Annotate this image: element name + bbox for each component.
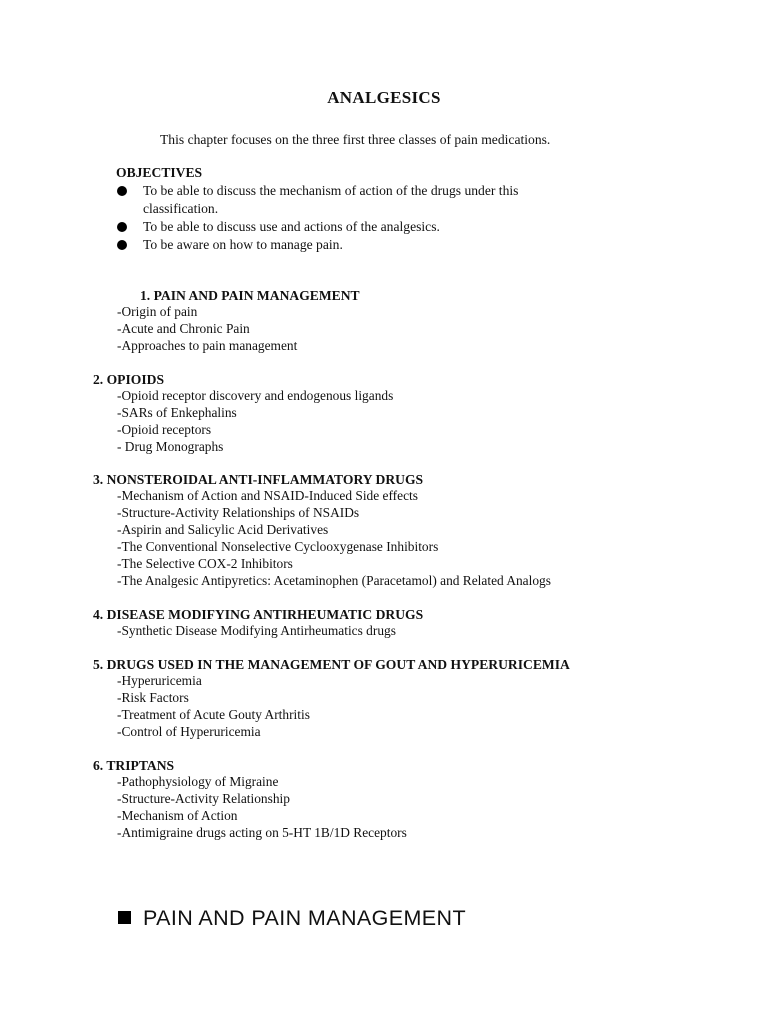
section-item: -Control of Hyperuricemia	[117, 723, 261, 739]
section-dmards	[0, 606, 768, 640]
section-item: -Pathophysiology of Migraine	[117, 774, 279, 789]
objective-text: To be able to discuss the mechanism of action of the drugs under this	[143, 183, 519, 198]
section-heading: 1. PAIN AND PAIN MANAGEMENT	[140, 288, 360, 303]
section-item: -The Analgesic Antipyretics: Acetaminophen (Paracetamol) and Related Analogs	[117, 572, 551, 588]
objective-text-continued: classification.	[143, 201, 219, 216]
section-item: -SARs of Enkephalins	[117, 404, 237, 420]
objective-text: To be aware on how to manage pain.	[143, 237, 343, 252]
section-item: -Structure-Activity Relationship	[117, 790, 290, 806]
section-item: -Structure-Activity Relationships of NSAIDs	[117, 504, 360, 520]
objectives-list	[116, 182, 586, 254]
document-title: ANALGESICS	[327, 88, 441, 107]
bullet-icon	[117, 186, 127, 196]
section-item: -Mechanism of Action	[117, 807, 238, 823]
final-heading	[118, 906, 466, 931]
section-item: -Opioid receptor discovery and endogenous ligands	[117, 388, 394, 403]
section-item: -Approaches to pain management	[117, 337, 298, 353]
objective-item	[116, 218, 586, 236]
section-item: -Synthetic Disease Modifying Antirheumatics drugs	[117, 623, 396, 638]
objective-item	[116, 182, 586, 218]
section-heading: 5. DRUGS USED IN THE MANAGEMENT OF GOUT AND HYPERURICEMIA	[93, 657, 570, 672]
section-pain-management	[0, 287, 768, 355]
section-nsaids	[0, 471, 768, 589]
section-item: -Treatment of Acute Gouty Arthritis	[117, 706, 310, 722]
section-item: -Antimigraine drugs acting on 5-HT 1B/1D Receptors	[117, 824, 407, 840]
objective-text: To be able to discuss use and actions of the analgesics.	[143, 219, 440, 234]
section-heading: 4. DISEASE MODIFYING ANTIRHEUMATIC DRUGS	[93, 607, 424, 622]
section-item: -The Selective COX-2 Inhibitors	[117, 555, 293, 571]
section-item: -Origin of pain	[117, 304, 198, 319]
objective-item	[116, 236, 586, 254]
final-heading-text: PAIN AND PAIN MANAGEMENT	[143, 906, 466, 930]
section-triptans	[0, 757, 768, 842]
section-item: -Aspirin and Salicylic Acid Derivatives	[117, 521, 329, 537]
section-item: -Opioid receptors	[117, 421, 212, 437]
intro-text: This chapter focuses on the three first three classes of pain medications.	[160, 132, 551, 147]
section-item: -The Conventional Nonselective Cyclooxygenase Inhibitors	[117, 538, 439, 554]
section-item: -Risk Factors	[117, 689, 189, 705]
section-item: -Acute and Chronic Pain	[117, 320, 250, 336]
section-item: -Hyperuricemia	[117, 673, 202, 688]
objectives-heading: OBJECTIVES	[116, 165, 203, 180]
bullet-icon	[117, 222, 127, 232]
section-item: -Mechanism of Action and NSAID-Induced Side effects	[117, 488, 418, 503]
section-heading: 3. NONSTEROIDAL ANTI-INFLAMMATORY DRUGS	[93, 472, 424, 487]
section-opioids	[0, 371, 768, 456]
section-item: - Drug Monographs	[117, 438, 224, 454]
section-heading: 6. TRIPTANS	[93, 758, 175, 773]
section-heading: 2. OPIOIDS	[93, 372, 165, 387]
square-bullet-icon	[118, 911, 131, 924]
section-gout	[0, 656, 768, 741]
bullet-icon	[117, 240, 127, 250]
